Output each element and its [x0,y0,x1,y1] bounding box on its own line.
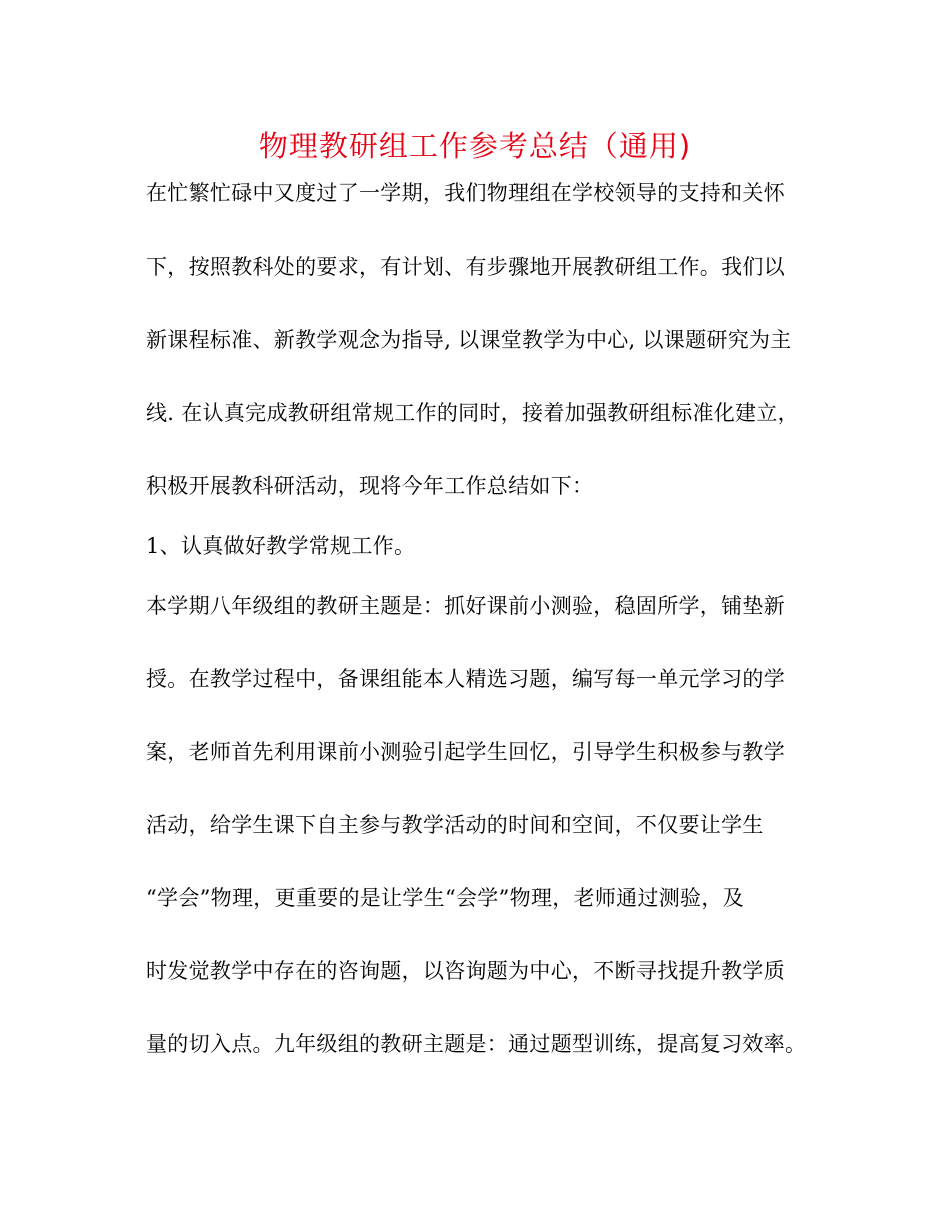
paragraph-line: 下，按照教科处的要求，有计划、有步骤地开展教研组工作。我们以 [146,255,785,279]
document-title: 物理教研组工作参考总结（通用) [258,129,692,163]
paragraph-line: 时发觉教学中存在的咨询题，以咨询题为中心，不断寻找提升教学质 [146,959,785,983]
paragraph-line: 本学期八年级组的教研主题是：抓好课前小测验，稳固所学，铺垫新 [146,594,785,618]
paragraph-line: “学会”物理，更重要的是让学生“会学”物理，老师通过测验，及 [146,886,744,910]
section-heading: 1、认真做好教学常规工作。 [146,534,416,558]
paragraph-line: 授。在教学过程中，备课组能本人精选习题，编写每一单元学习的学 [146,667,785,691]
paragraph-line: 量的切入点。九年级组的教研主题是：通过题型训练，提高复习效率。 [146,1032,807,1056]
paragraph-line: 积极开展教科研活动，现将今年工作总结如下： [146,474,594,498]
paragraph-line: 新课程标准、新教学观念为指导, 以课堂教学为中心, 以课题研究为主 [146,328,792,352]
paragraph-line: 线. 在认真完成教研组常规工作的同时，接着加强教研组标准化建立， [146,401,799,425]
paragraph-line: 活动，给学生课下自主参与教学活动的时间和空间，不仅要让学生 [146,813,764,837]
paragraph-line: 案，老师首先利用课前小测验引起学生回忆，引导学生积极参与教学 [146,740,785,764]
paragraph-line: 在忙繁忙碌中又度过了一学期，我们物理组在学校领导的支持和关怀 [146,181,785,205]
